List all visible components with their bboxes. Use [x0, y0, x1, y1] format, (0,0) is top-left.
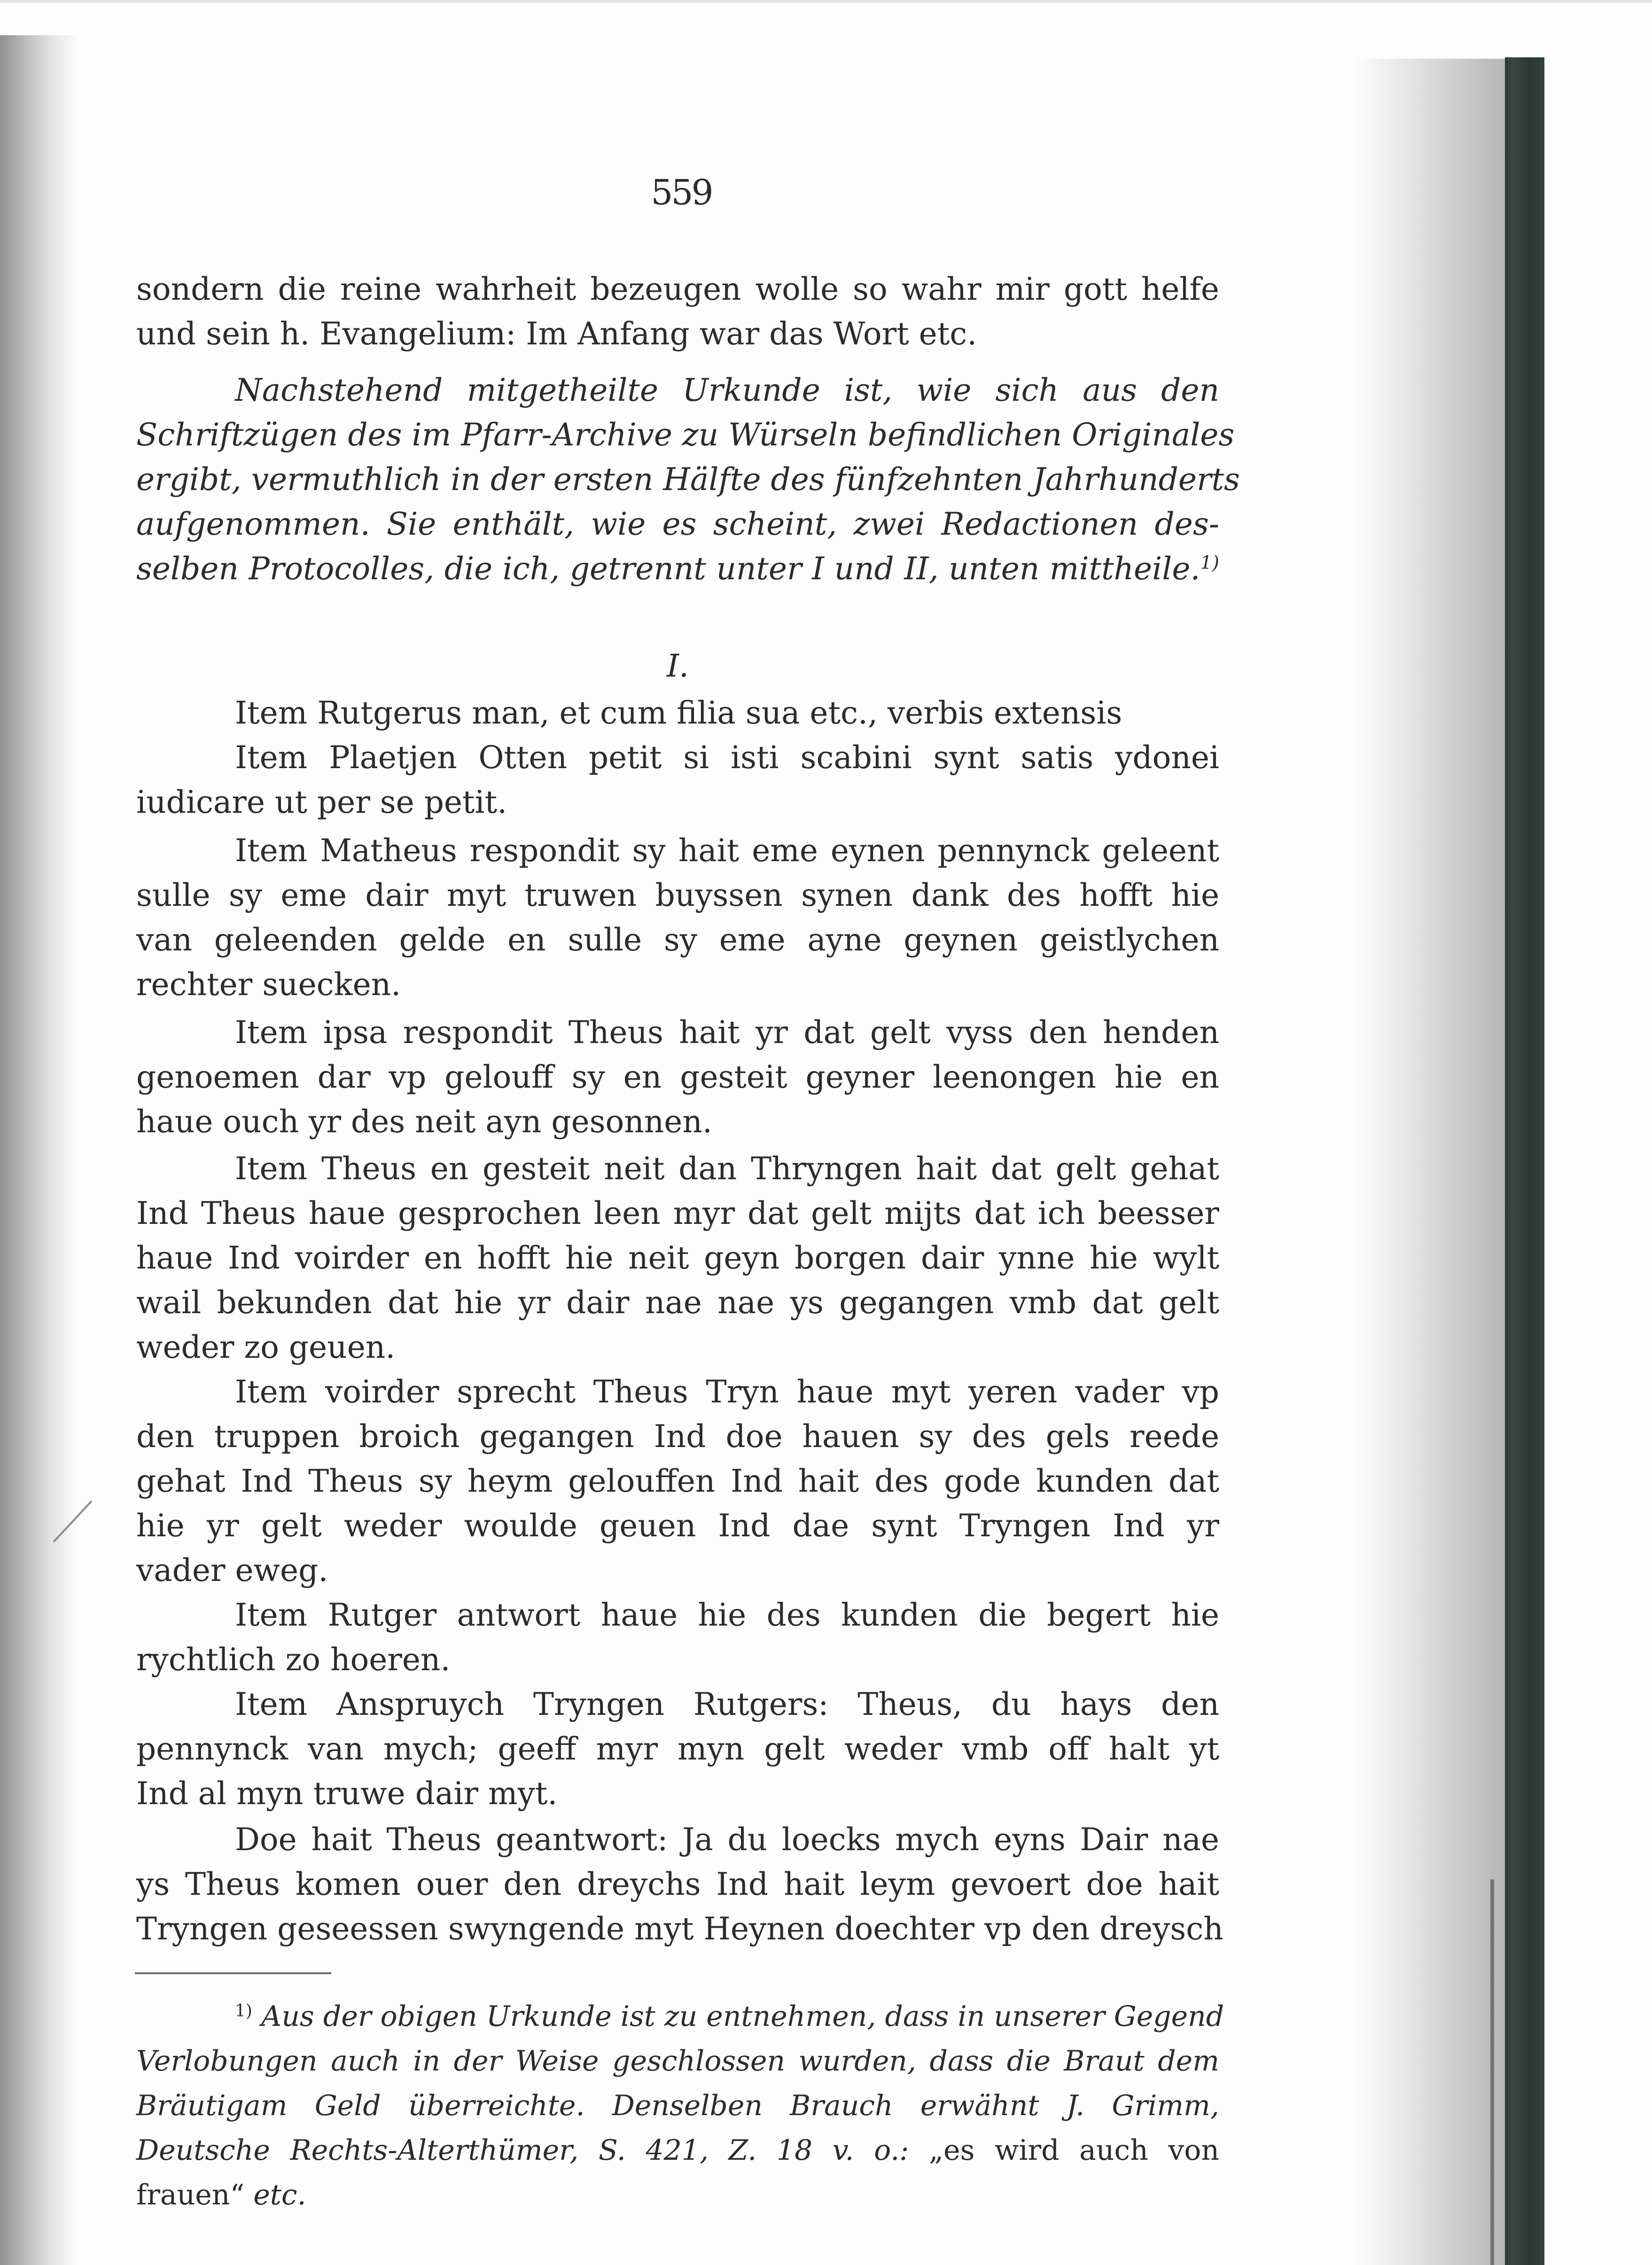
body-line: gehat Ind Theus sy heym gelouffen Ind hait des gode kunden dat — [136, 1463, 1219, 1499]
body-line: ys Theus komen ouer den dreychs Ind hait leym gevoert doe hait — [136, 1866, 1219, 1902]
body-line: Item Rutger antwort haue hie des kunden die begert hie — [235, 1597, 1219, 1633]
intro-line: sondern die reine wahrheit bezeugen wolle so wahr mir gott helfe — [136, 271, 1219, 307]
body-line: vader eweg. — [136, 1552, 328, 1588]
footnote-line-first — [235, 1994, 1224, 2039]
footnote-rule — [135, 1972, 331, 1974]
body-line: Tryngen geseessen swyngende myt Heynen doechter vp den dreysch — [136, 1911, 1223, 1947]
body-line: Item Anspruych Tryngen Rutgers: Theus, du hays den — [235, 1686, 1219, 1722]
book-spine-edge — [1505, 57, 1544, 2265]
editorial-note-line: aufgenommen. Sie enthält, wie es scheint, zwei Redactionen des- — [136, 506, 1219, 542]
footnote-line: Verlobungen auch in der Weise geschlossen wurden, dass die Braut dem — [136, 2045, 1219, 2078]
body-line: iudicare ut per se petit. — [136, 784, 507, 820]
footnote-citation: Deutsche Rechts-Alterthümer, S. 421, Z. 18 v. o.: — [136, 2134, 909, 2167]
body-line: Item Rutgerus man, et cum filia sua etc., verbis extensis — [235, 695, 1122, 731]
body-line: Doe hait Theus geantwort: Ja du loecks mych eyns Dair nae — [235, 1821, 1219, 1858]
body-line: hie yr gelt weder woulde geuen Ind dae synt Tryngen Ind yr — [136, 1508, 1219, 1544]
body-line: haue Ind voirder en hofft hie neit geyn borgen dair ynne hie wylt — [136, 1240, 1219, 1276]
body-line: weder zo geuen. — [136, 1329, 396, 1365]
body-line: Item voirder sprecht Theus Tryn haue myt yeren vader vp — [235, 1374, 1219, 1410]
editorial-note-line-last — [136, 546, 1219, 591]
pencil-slash-mark — [47, 1494, 99, 1550]
body-line: haue ouch yr des neit ayn gesonnen. — [136, 1104, 712, 1140]
footnote-line: Bräutigam Geld überreichte. Denselben Brauch erwähnt J. Grimm, — [136, 2089, 1219, 2122]
body-line: pennynck van mych; geeff myr myn gelt weder vmb off halt yt — [136, 1731, 1219, 1767]
footnote-line-last — [136, 2173, 1219, 2218]
scan-top-edge — [0, 0, 1652, 3]
body-line: Item ipsa respondit Theus hait yr dat gelt vyss den henden — [235, 1014, 1219, 1051]
footnote-etc: etc. — [253, 2179, 306, 2211]
body-line: Ind al myn truwe dair myt. — [136, 1775, 558, 1812]
editorial-note-line: Nachstehend mitgetheilte Urkunde ist, wie sich aus den — [235, 372, 1219, 408]
body-line: Item Theus en gesteit neit dan Thryngen hait dat gelt gehat — [235, 1151, 1219, 1187]
footnote-text: Aus der obigen Urkunde ist zu entnehmen, dass in unserer Gegend — [261, 2000, 1224, 2033]
page-number: 559 — [651, 172, 712, 213]
footnote-ref: 1) — [1200, 552, 1219, 574]
editorial-note-text: selben Protocolles, die ich, getrennt unter I und II, unten mittheile. — [136, 551, 1200, 587]
scan-gutter-shadow — [1353, 59, 1506, 2265]
body-line: den truppen broich gegangen Ind doe hauen sy des gels reede — [136, 1418, 1219, 1455]
body-line: genoemen dar vp gelouff sy en gesteit geyner leenongen hie en — [136, 1059, 1219, 1095]
body-line: Ind Theus haue gesprochen leen myr dat gelt mijts dat ich beesser — [136, 1195, 1219, 1231]
body-line: sulle sy eme dair myt truwen buyssen synen dank des hofft hie — [136, 877, 1219, 913]
body-line: Item Matheus respondit sy hait eme eynen pennynck geleent — [235, 833, 1219, 869]
editorial-note-line: Schriftzügen des im Pfarr-Archive zu Würseln befindlichen Originales — [136, 417, 1235, 453]
body-line: van geleenden gelde en sulle sy eme ayne geynen geistlychen — [136, 922, 1219, 958]
body-line: rychtlich zo hoeren. — [136, 1642, 451, 1678]
footnote-line-mixed — [136, 2128, 1219, 2173]
body-line: Item Plaetjen Otten petit si isti scabini synt satis ydonei — [235, 739, 1219, 776]
spine-inner-line — [1490, 1879, 1494, 2265]
body-line: rechter suecken. — [136, 966, 401, 1003]
scan-left-shadow — [0, 35, 80, 2265]
body-line: wail bekunden dat hie yr dair nae nae ys gegangen vmb dat gelt — [136, 1284, 1219, 1321]
footnote-marker: 1) — [235, 2001, 252, 2021]
footnote-quote: „es wird auch von — [929, 2134, 1219, 2167]
editorial-note-line: ergibt, vermuthlich in der ersten Hälfte des fünfzehnten Jahrhunderts — [136, 461, 1240, 498]
intro-line: und sein h. Evangelium: Im Anfang war das Wort etc. — [136, 316, 977, 352]
footnote-quote-end: frauen“ — [136, 2179, 245, 2211]
section-heading: I. — [666, 648, 689, 684]
